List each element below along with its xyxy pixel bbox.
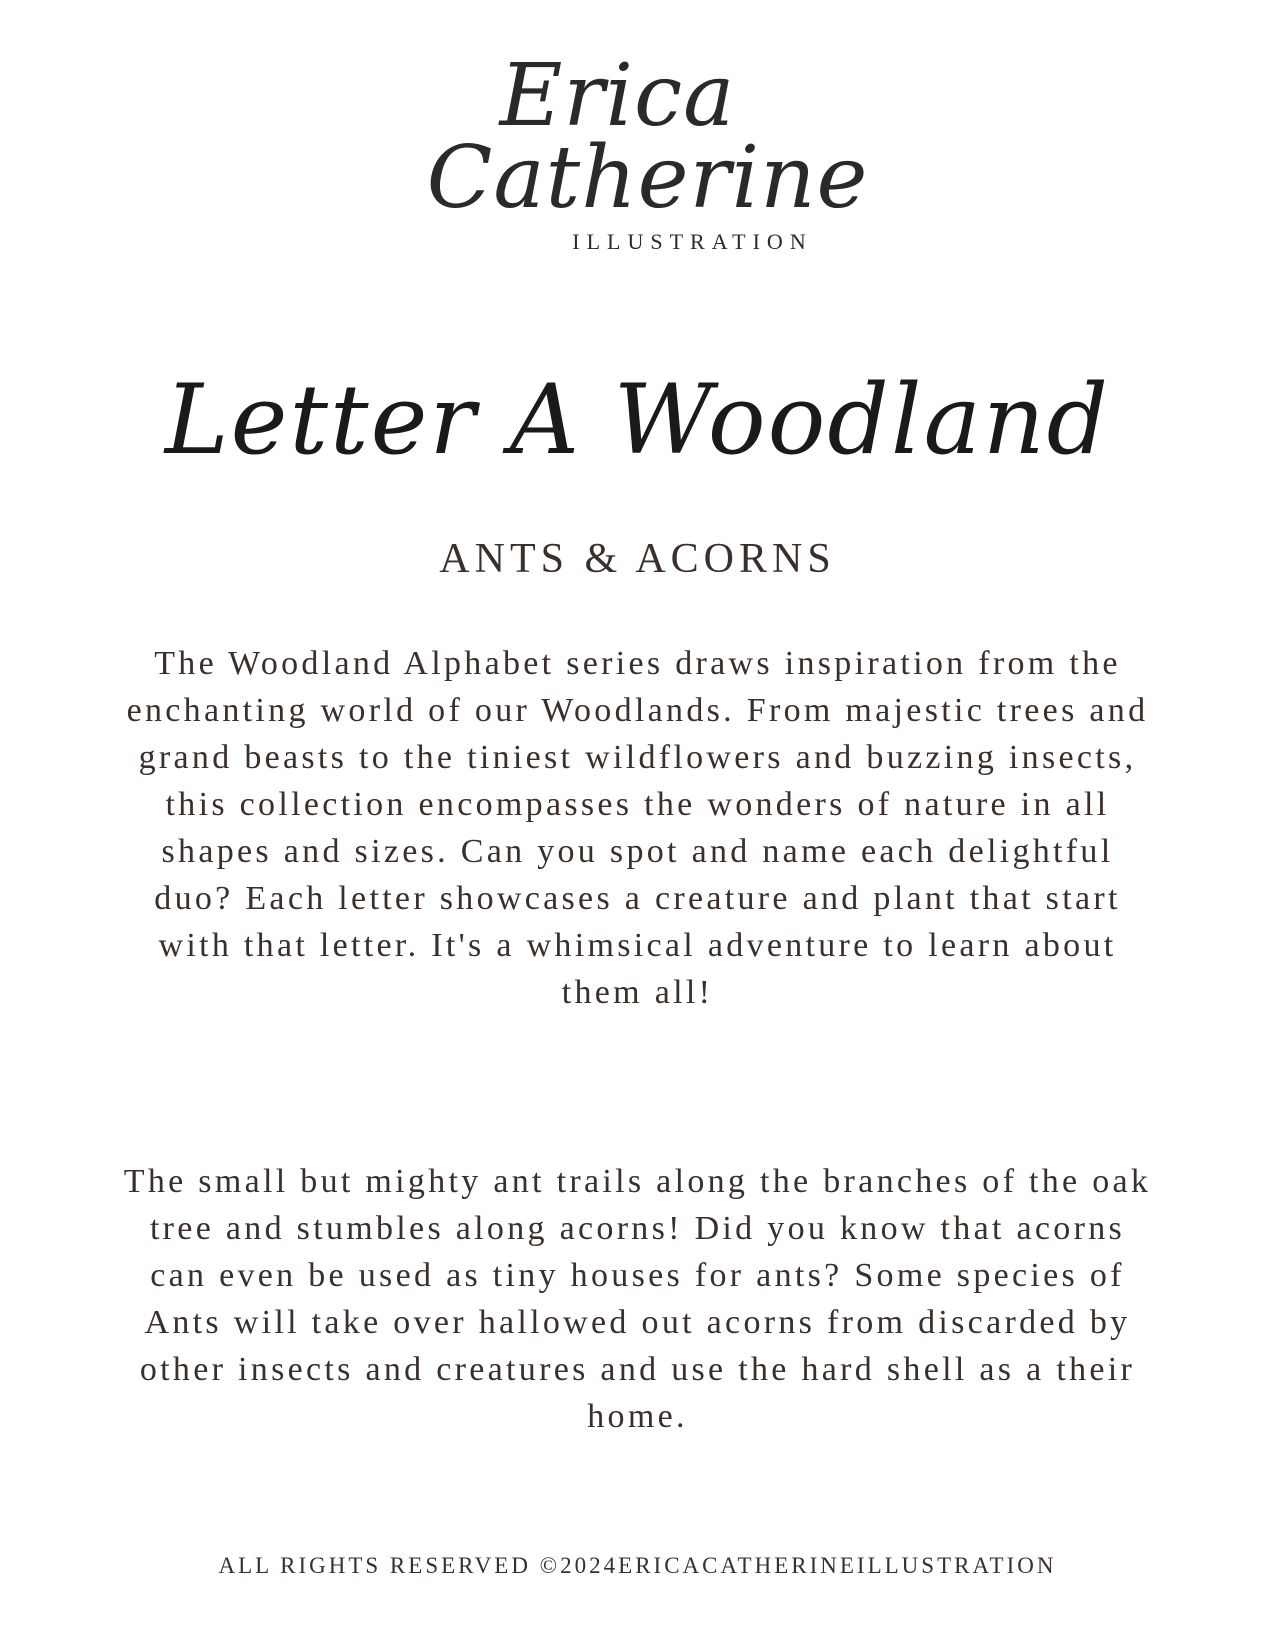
logo-name-last: Catherine: [426, 128, 869, 228]
intro-paragraph: The Woodland Alphabet series draws inspiration from the enchanting world of our Woodlands. From majestic trees and grand beasts to the tiniest wildflowers and buzzing insects, this collection encompasses the wonders of nature in all shapes and sizes. Can you spot and name each delightful duo? Each letter showcases a creature and plant that start with that letter. It's a whimsical adventure to learn about them all!: [126, 645, 1149, 1011]
brand-logo: [0, 46, 1275, 255]
logo-tagline: ILLUSTRATION: [572, 229, 813, 254]
page-subtitle: ANTS & ACORNS: [439, 536, 836, 582]
logo-wordmark: [0, 46, 1275, 228]
copyright-footer: ALL RIGHTS RESERVED ©2024ERICACATHERINEILLUSTRATION: [218, 1553, 1057, 1578]
page-title: Letter A Woodland: [164, 364, 1111, 476]
logo-name-first: Erica: [499, 46, 736, 146]
ants-acorns-paragraph: The small but mighty ant trails along the branches of the oak tree and stumbles along acorns! Did you know that acorns can even be used as tiny houses for ants? Some species of Ants will take over hallowed out acorns from discarded by other insects and creatures and use the hard shell as a their home.: [123, 1163, 1152, 1435]
